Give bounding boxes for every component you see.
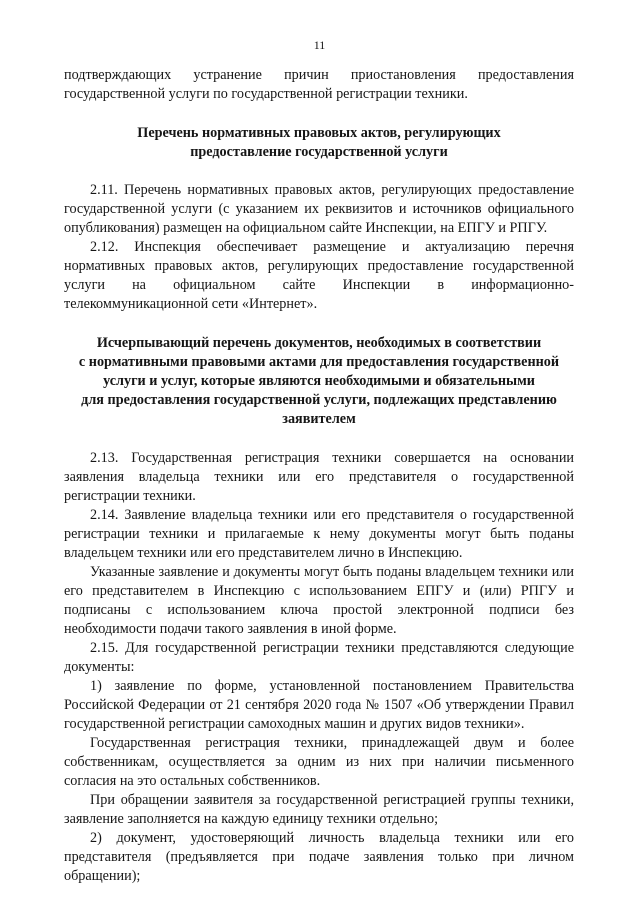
heading-line: Исчерпывающий перечень документов, необходимых в соответствии [96, 335, 542, 351]
paragraph-multiple-owners: Государственная регистрация техники, принадлежащей двум и более собственникам, осуществляется за одним из них при наличии письменного согласия на это остальных собственников. [64, 735, 574, 789]
list-item-2: 2) документ, удостоверяющий личность владельца техники или его представителя (предъявляется при подаче заявления только при личном обращении); [64, 830, 574, 884]
heading-line: услуги и услуг, которые являются необходимыми и обязательными [103, 373, 535, 389]
paragraph-2-14-online: Указанные заявление и документы могут быть поданы владельцем техники или его представителем в Инспекцию с использованием ЕПГУ и (или) РПГУ и подписаны с использованием ключа простой электронной подписи без необходимости подачи такого заявления в иной форме. [64, 564, 574, 637]
heading-line: для предоставления государственной услуги, подлежащих представлению [81, 392, 557, 408]
section-heading-normative-acts [64, 124, 574, 162]
paragraph-intro: подтверждающих устранение причин приостановления предоставления государственной услуги по государственной регистрации техники. [64, 67, 574, 102]
document-body [64, 66, 574, 886]
list-item-1: 1) заявление по форме, установленной постановлением Правительства Российской Федерации от 21 сентября 2020 года № 1507 «Об утверждении Правил государственной регистрации самоходных машин и других видов техники». [64, 678, 574, 732]
paragraph-2-12: 2.12. Инспекция обеспечивает размещение и актуализацию перечня нормативных правовых актов, регулирующих предоставление государственной услуги на официальном сайте Инспекции в информационно-телекоммуникационной сети «Интернет». [64, 239, 574, 312]
heading-line: с нормативными правовыми актами для предоставления государственной [78, 354, 560, 370]
heading-line: заявителем [282, 411, 356, 427]
paragraph-2-15: 2.15. Для государственной регистрации техники представляются следующие документы: [64, 640, 574, 675]
paragraph-2-14: 2.14. Заявление владельца техники или его представителя о государственной регистрации техники и прилагаемые к нему документы могут быть поданы владельцем техники или его представителем лично в Инспекцию. [64, 507, 574, 561]
paragraph-group-registration: При обращении заявителя за государственной регистрацией группы техники, заявление заполняется на каждую единицу техники отдельно; [64, 792, 574, 827]
paragraph-2-13: 2.13. Государственная регистрация техники совершается на основании заявления владельца техники или его представителя о государственной регистрации техники. [64, 450, 574, 504]
section-heading-documents-list [64, 334, 574, 429]
page-number: 11 [313, 38, 326, 52]
heading-line: Перечень нормативных правовых актов, регулирующих [137, 125, 501, 141]
paragraph-2-11: 2.11. Перечень нормативных правовых актов, регулирующих предоставление государственной услуги (с указанием их реквизитов и источников официального опубликования) размещен на официальном сайте Инспекции, на ЕПГУ и РПГУ. [64, 182, 574, 236]
heading-line: предоставление государственной услуги [190, 144, 448, 160]
